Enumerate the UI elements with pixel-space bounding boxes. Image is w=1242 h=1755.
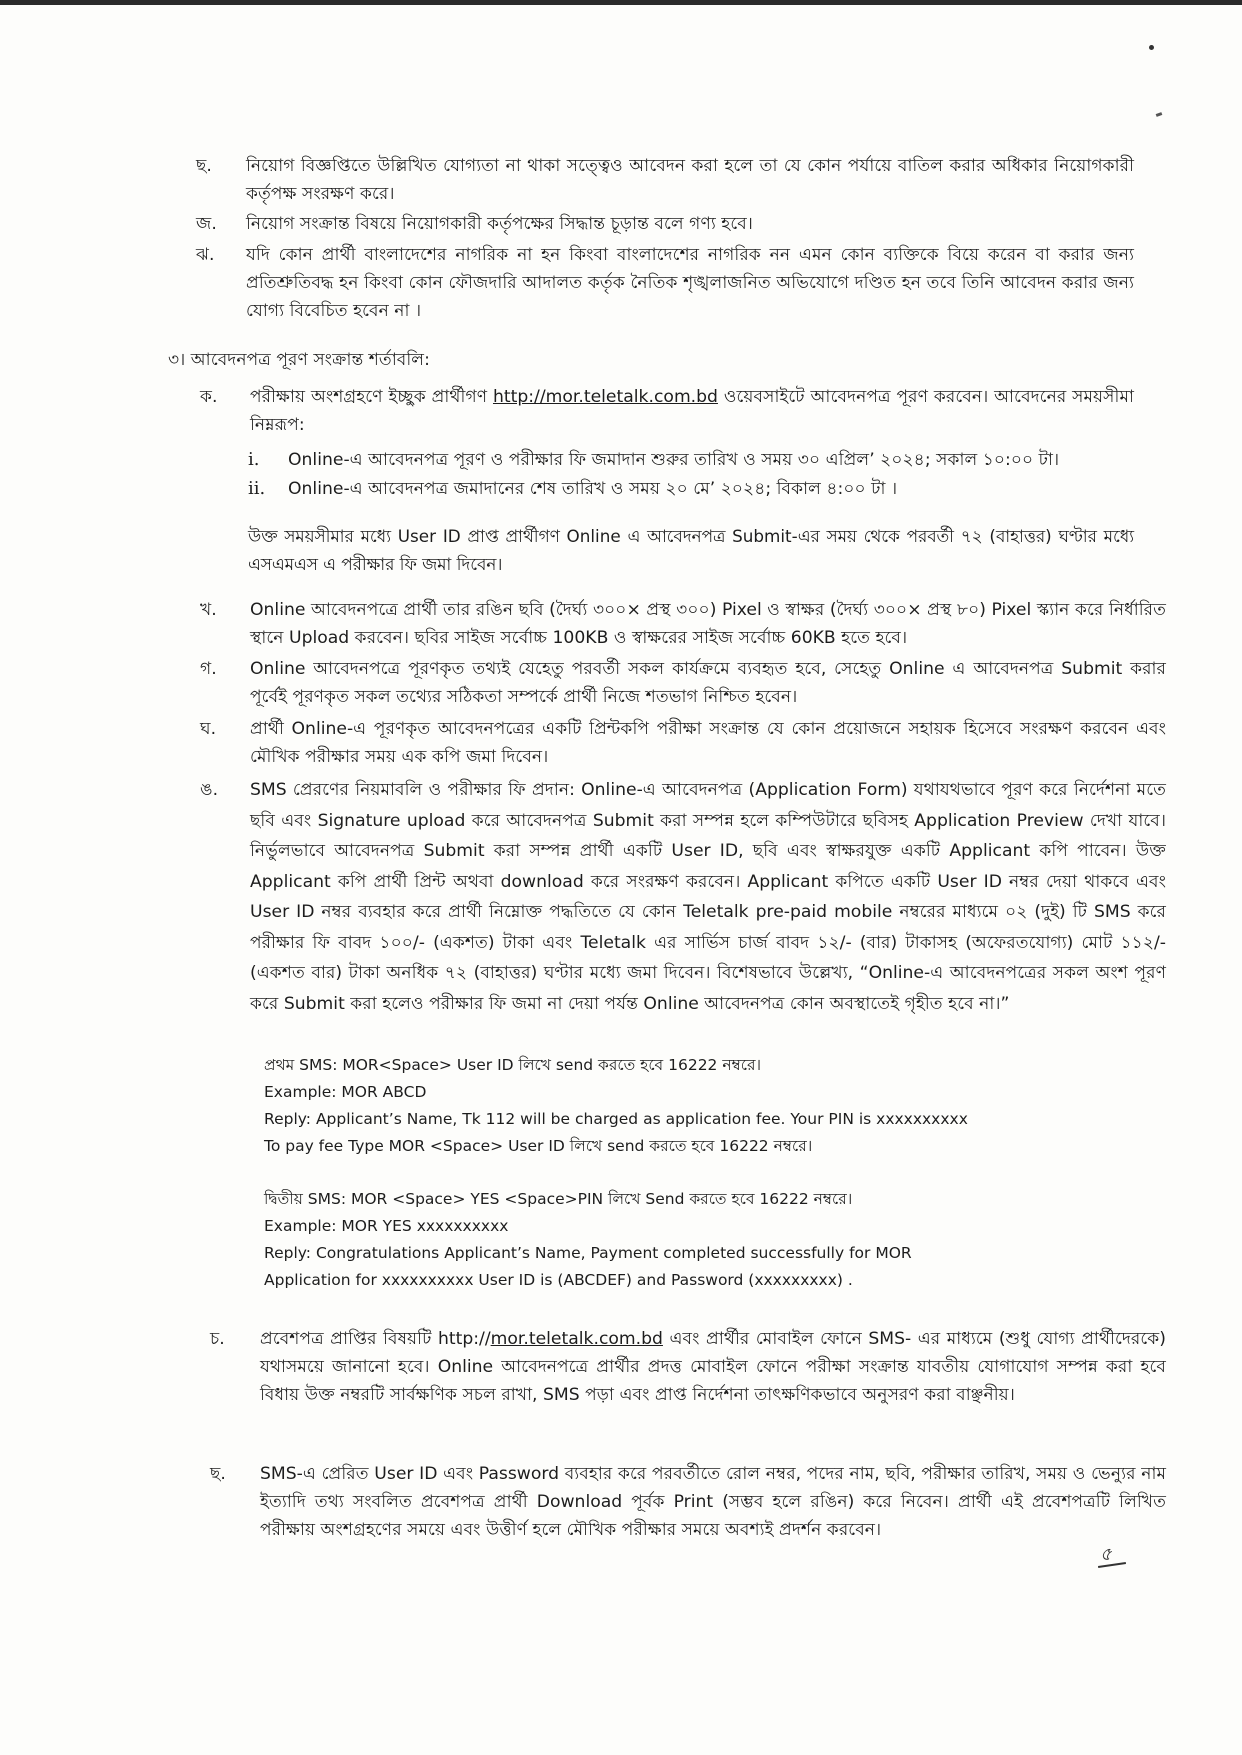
- clause-marker: চ.: [210, 1329, 225, 1349]
- sms-line: Example: MOR YES xxxxxxxxxx: [264, 1217, 509, 1235]
- clause-marker: ঘ.: [200, 719, 217, 739]
- website-link[interactable]: mor.teletalk.com.bd: [490, 1329, 663, 1349]
- initial-signature: ৫: [1100, 1544, 1112, 1565]
- clause-text-part: পরীক্ষায় অংশগ্রহণে ইচ্ছুক প্রার্থীগণ: [250, 387, 488, 407]
- clause-text: Online আবেদনপত্রে প্রার্থী তার রঙিন ছবি (দৈর্ঘ্য ৩০০× প্রস্থ ৩০০) Pixel ও স্বাক্ষর (দৈর্ঘ্য ৩০০× প্রস্থ ৮০) Pixel স্ক্যান করে নির্ধারিত স্থানে Upload করবেন। ছবির সাইজ সর্বোচ্চ 100KB ও স্বাক্ষরের সাইজ সর্বোচ্চ 60KB হতে হবে।: [250, 600, 1166, 648]
- clause-marker: গ.: [200, 659, 217, 679]
- sms-line: Example: MOR ABCD: [264, 1083, 427, 1101]
- clause-marker: ঙ.: [200, 780, 219, 800]
- clause-text-part: প্রবেশপত্র প্রাপ্তির বিষয়টি http://: [260, 1329, 491, 1349]
- clause-marker: জ.: [196, 214, 217, 234]
- roman-numeral: ii.: [248, 478, 266, 499]
- clause-marker: ছ.: [210, 1464, 226, 1484]
- section-heading: ৩। আবেদনপত্র পূরণ সংক্রান্ত শর্তাবলি:: [168, 350, 430, 370]
- clause-text: [260, 1325, 1166, 1409]
- sms-line: প্রথম SMS: MOR<Space> User ID লিখে send করতে হবে 16222 নম্বরে।: [264, 1056, 762, 1074]
- clause-marker: ক.: [200, 387, 218, 407]
- clause-marker: খ.: [200, 600, 217, 620]
- sms-line: Application for xxxxxxxxxx User ID is (ABCDEF) and Password (xxxxxxxxx) .: [264, 1271, 853, 1289]
- clause-text: Online আবেদনপত্রে পূরণকৃত তথ্যই যেহেতু পরবর্তী সকল কার্যক্রমে ব্যবহৃত হবে, সেহেতু Online এ আবেদনপত্র Submit করার পূর্বেই পূরণকৃত সকল তথ্যের সঠিকতা সম্পর্কে প্রার্থী নিজে শতভাগ নিশ্চিত হবেন।: [250, 659, 1166, 707]
- clause-text: [250, 383, 1134, 439]
- clause-text-part: ওয়েবসাইটে আবেদনপত্র পূরণ করবেন। আবেদনের সময়সীমা নিম্নরূপ:: [250, 387, 1134, 435]
- sms-line: To pay fee Type MOR <Space> User ID লিখে send করতে হবে 16222 নম্বরে।: [264, 1137, 813, 1155]
- deadline-item: [248, 475, 897, 503]
- sms-line: দ্বিতীয় SMS: MOR <Space> YES <Space>PIN লিখে Send করতে হবে 16222 নম্বরে।: [264, 1190, 853, 1208]
- website-link[interactable]: http://mor.teletalk.com.bd: [492, 387, 718, 407]
- deadline-text: Online-এ আবেদনপত্র পূরণ ও পরীক্ষার ফি জমাদান শুরুর তারিখ ও সময় ৩০ এপ্রিল’ ২০২৪; সকাল ১০:০০ টা।: [288, 450, 1060, 470]
- deadline-item: [248, 446, 1059, 474]
- clause-marker: ছ.: [196, 156, 212, 176]
- sms-first-block: [264, 1052, 968, 1160]
- clause-text: প্রার্থী Online-এ পূরণকৃত আবেদনপত্রের একটি প্রিন্টকপি পরীক্ষা সংক্রান্ত যে কোন প্রয়োজনে সহায়ক হিসেবে সংরক্ষণ করবেন এবং মৌখিক পরীক্ষার সময় এক কপি জমা দিবেন।: [250, 719, 1166, 767]
- clause-text: SMS-এ প্রেরিত User ID এবং Password ব্যবহার করে পরবর্তীতে রোল নম্বর, পদের নাম, ছবি, পরীক্ষার তারিখ, সময় ও ভেন্যুর নাম ইত্যাদি তথ্য সংবলিত প্রবেশপত্র প্রার্থী Download পূর্বক Print (সম্ভব হলে রঙিন) করে নিবেন। প্রার্থী এই প্রবেশপত্রটি লিখিত পরীক্ষায় অংশগ্রহণের সময়ে এবং উত্তীর্ণ হলে মৌখিক পরীক্ষার সময়ে অবশ্যই প্রদর্শন করবেন।: [260, 1464, 1166, 1540]
- sms-second-block: [264, 1186, 912, 1294]
- clause-text-part: এবং প্রার্থীর মোবাইল ফোনে SMS- এর মাধ্যমে (শুধু যোগ্য প্রার্থীদেরকে) যথাসময়ে জানানো হবে। Online আবেদনপত্রে প্রার্থীর প্রদত্ত মোবাইল ফোনে পরীক্ষা সংক্রান্ত যাবতীয় যোগাযোগ সম্পন্ন করা হবে বিধায় উক্ত নম্বরটি সার্বক্ষণিক সচল রাখা, SMS পড়া এবং প্রাপ্ত নির্দেশনা তাৎক্ষণিকভাবে অনুসরণ করা বাঞ্ছনীয়।: [260, 1329, 1166, 1405]
- fee-note: উক্ত সময়সীমার মধ্যে User ID প্রাপ্ত প্রার্থীগণ Online এ আবেদনপত্র Submit-এর সময় থেকে পরবর্তী ৭২ (বাহাত্তর) ঘণ্টার মধ্যে এসএমএস এ পরীক্ষার ফি জমা দিবেন।: [248, 526, 1134, 574]
- clause-text: যদি কোন প্রার্থী বাংলাদেশের নাগরিক না হন কিংবা বাংলাদেশের নাগরিক নন এমন কোন ব্যক্তিকে বিয়ে করেন বা করার জন্য প্রতিশ্রুতিবদ্ধ হন কিংবা কোন ফৌজদারি আদালত কর্তৃক নৈতিক শৃঙ্খলাজনিত অভিযোগে দণ্ডিত হন তবে তিনি আবেদন করার জন্য যোগ্য বিবেচিত হবেন না ।: [246, 245, 1134, 321]
- deadline-text: Online-এ আবেদনপত্র জমাদানের শেষ তারিখ ও সময় ২০ মে’ ২০২৪; বিকাল ৪:০০ টা ।: [288, 479, 898, 499]
- roman-numeral: i.: [248, 449, 260, 470]
- clause-marker: ঝ.: [196, 245, 215, 265]
- sms-line: Reply: Congratulations Applicant’s Name, Payment completed successfully for MOR: [264, 1244, 912, 1262]
- clause-text: নিয়োগ বিজ্ঞপ্তিতে উল্লিখিত যোগ্যতা না থাকা সত্ত্বেও আবেদন করা হলে তা যে কোন পর্যায়ে বাতিল করার অধিকার নিয়োগকারী কর্তৃপক্ষ সংরক্ষণ করে।: [246, 156, 1134, 204]
- clause-text: SMS প্রেরণের নিয়মাবলি ও পরীক্ষার ফি প্রদান: Online-এ আবেদনপত্র (Application Form) যথাযথভাবে পূরণ করে নির্দেশনা মতে ছবি এবং Signature upload করে আবেদনপত্র Submit করা সম্পন্ন হলে কম্পিউটারে ছবিসহ Application Preview দেখা যাবে। নির্ভুলভাবে আবেদনপত্র Submit করা সম্পন্ন প্রার্থী একটি User ID, ছবি এবং স্বাক্ষরযুক্ত একটি Applicant কপি পাবেন। উক্ত Applicant কপি প্রার্থী প্রিন্ট অথবা download করে সংরক্ষণ করবেন। Applicant কপিতে একটি User ID নম্বর দেয়া থাকবে এবং User ID নম্বর ব্যবহার করে প্রার্থী নিম্নোক্ত পদ্ধতিতে যে কোন Teletalk pre-paid mobile নম্বরের মাধ্যমে ০২ (দুই) টি SMS করে পরীক্ষার ফি বাবদ ১০০/- (একশত) টাকা এবং Teletalk এর সার্ভিস চার্জ বাবদ ১২/- (বার) টাকাসহ (অফেরতযোগ্য) মোট ১১২/- (একশত বার) টাকা অনধিক ৭২ (বাহাত্তর) ঘণ্টার মধ্যে জমা দিবেন। বিশেষভাবে উল্লেখ্য, “Online-এ আবেদনপত্রের সকল অংশ পূরণ করে Submit করা হলেও পরীক্ষার ফি জমা না দেয়া পর্যন্ত Online আবেদনপত্র কোন অবস্থাতেই গৃহীত হবে না।”: [250, 780, 1166, 1014]
- sms-line: Reply: Applicant’s Name, Tk 112 will be charged as application fee. Your PIN is xxxxxxxxxx: [264, 1110, 968, 1128]
- clause-text: নিয়োগ সংক্রান্ত বিষয়ে নিয়োগকারী কর্তৃপক্ষের সিদ্ধান্ত চূড়ান্ত বলে গণ্য হবে।: [246, 214, 753, 234]
